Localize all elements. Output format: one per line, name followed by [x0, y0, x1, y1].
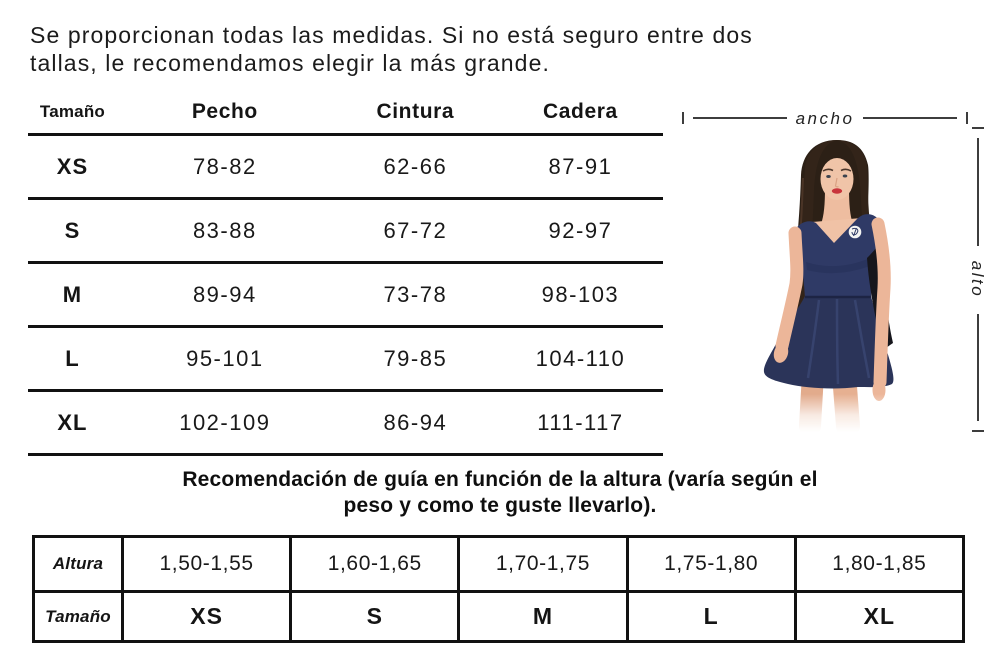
intro-line-1: Se proporcionan todas las medidas. Si no está seguro entre dos: [30, 22, 753, 48]
waist-cell: 62-66: [383, 153, 448, 179]
size-row: [34, 592, 964, 642]
size-cell: XS: [56, 153, 89, 179]
height-row-label: Altura: [34, 537, 123, 592]
chest-cell: 83-88: [192, 217, 257, 243]
size-cell: XL: [57, 409, 88, 435]
ruler-tick-bottom: [972, 430, 984, 432]
size-cell: M: [459, 592, 627, 642]
height-label-box: [969, 255, 987, 305]
chest-cell: 78-82: [192, 153, 257, 179]
intro-line-2: tallas, le recomendamos elegir la más grande.: [30, 50, 550, 76]
bottom-fade: [748, 394, 918, 436]
size-row-label: Tamaño: [34, 592, 123, 642]
header-size: Tamaño: [39, 102, 105, 121]
model-photo-illustration: [718, 138, 942, 436]
recommendation-heading: [0, 467, 1000, 519]
hip-cell: 87-91: [548, 153, 613, 179]
size-cell: L: [627, 592, 795, 642]
waist-cell: 67-72: [383, 217, 448, 243]
height-row: [34, 537, 964, 592]
ruler-tick-left: [682, 112, 684, 124]
height-cell: 1,75-1,80: [627, 537, 795, 592]
height-cell: 1,50-1,55: [123, 537, 291, 592]
hip-cell: 111-117: [537, 409, 624, 435]
size-cell: S: [64, 217, 81, 243]
ruler-line: [693, 117, 787, 119]
waist-cell: 79-85: [383, 345, 448, 371]
chest-logo: [849, 226, 862, 239]
dress: [764, 214, 894, 388]
chest-cell: 89-94: [192, 281, 257, 307]
waist-cell: 73-78: [383, 281, 448, 307]
width-label: ancho: [795, 108, 855, 128]
table-row: [28, 197, 663, 261]
ruler-tick-top: [972, 127, 984, 129]
hip-cell: 104-110: [535, 345, 626, 371]
height-cell: 1,70-1,75: [459, 537, 627, 592]
measurements-table-header: [28, 91, 663, 133]
width-measure-ruler: [682, 108, 968, 128]
header-waist: Cintura: [376, 100, 455, 123]
size-cell: XL: [795, 592, 963, 642]
table-row: [28, 261, 663, 325]
size-cell: XS: [123, 592, 291, 642]
chest-cell: 102-109: [179, 409, 271, 435]
header-hip: Cadera: [543, 100, 618, 123]
ruler-line: [863, 117, 957, 119]
measurements-table: [28, 91, 663, 456]
table-row: [28, 389, 663, 453]
height-recommendation-table: [32, 535, 965, 643]
height-label: alto: [968, 260, 988, 299]
hip-cell: 98-103: [541, 281, 620, 307]
face: [821, 158, 854, 200]
height-cell: 1,80-1,85: [795, 537, 963, 592]
height-measure-ruler: [969, 127, 987, 432]
table-row: [28, 325, 663, 389]
size-cell: M: [62, 281, 83, 307]
size-cell: L: [65, 345, 80, 371]
recommendation-heading-line-2: peso y como te guste llevarlo).: [343, 494, 657, 517]
chest-cell: 95-101: [186, 345, 264, 371]
ruler-line: [977, 138, 979, 246]
table-row: [28, 133, 663, 197]
waist-cell: 86-94: [383, 409, 448, 435]
header-chest: Pecho: [191, 100, 258, 123]
height-cell: 1,60-1,65: [291, 537, 459, 592]
ruler-line: [977, 314, 979, 422]
size-cell: S: [291, 592, 459, 642]
intro-text: [30, 21, 753, 77]
hip-cell: 92-97: [548, 217, 613, 243]
ruler-tick-right: [966, 112, 968, 124]
recommendation-heading-line-1: Recomendación de guía en función de la altura (varía según el: [182, 468, 818, 491]
